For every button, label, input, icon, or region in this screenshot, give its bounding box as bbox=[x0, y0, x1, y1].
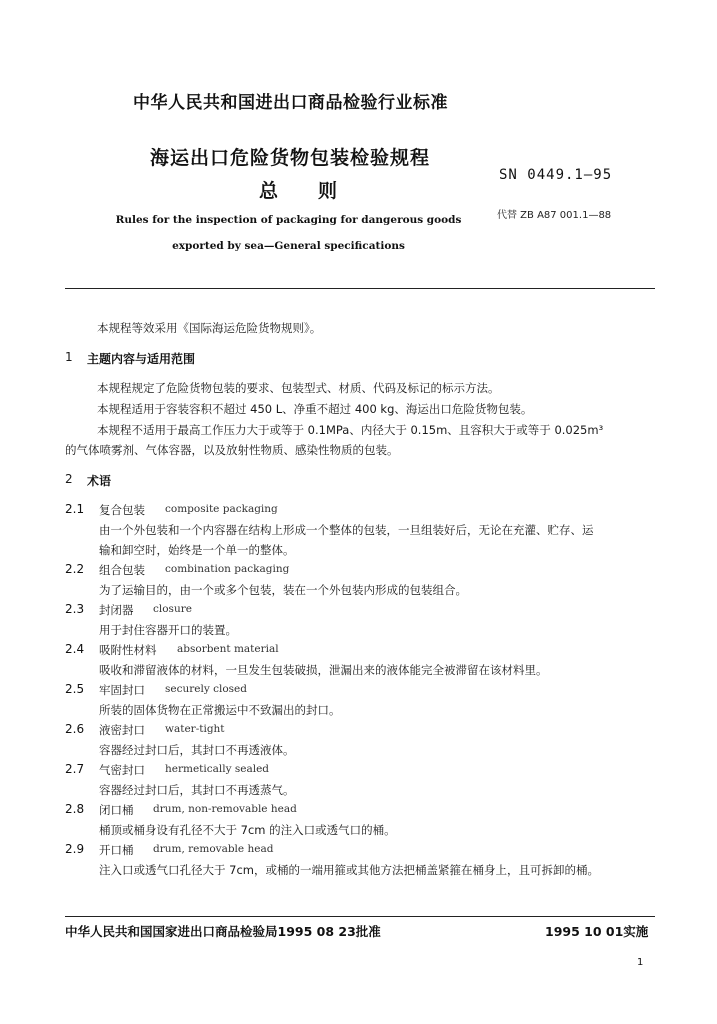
term-chinese: 牢固封口 bbox=[99, 683, 145, 697]
term-chinese: 液密封口 bbox=[99, 723, 145, 737]
section-2-title: 术语 bbox=[87, 474, 112, 488]
term-english: closure bbox=[153, 603, 192, 615]
term-number: 2.7 bbox=[65, 762, 85, 776]
term-number: 2.2 bbox=[65, 562, 85, 576]
header-divider bbox=[65, 288, 655, 289]
term-definition: 用于封住容器开口的装置。 bbox=[99, 623, 237, 637]
term-number: 2.6 bbox=[65, 722, 85, 736]
document-title: 海运出口危险货物包装检验规程 bbox=[150, 147, 431, 169]
term-english: securely closed bbox=[165, 683, 247, 695]
term-english: drum, non-removable head bbox=[153, 803, 297, 815]
term-definition: 容器经过封口后，其封口不再透蒸气。 bbox=[99, 783, 295, 797]
english-title-line-1: Rules for the inspection of packaging for dangerous goods bbox=[115, 214, 462, 226]
term-english: combination packaging bbox=[165, 563, 290, 575]
term-number: 2.3 bbox=[65, 602, 85, 616]
approval-statement: 中华人民共和国国家进出口商品检验局1995 08 23批准 bbox=[65, 924, 381, 939]
term-english: water-tight bbox=[165, 723, 225, 735]
section-1-paragraph: 本规程适用于容装容积不超过 450 L、净重不超过 400 kg、海运出口危险货物包装。 bbox=[97, 402, 533, 416]
section-1-title: 主题内容与适用范围 bbox=[87, 352, 196, 366]
term-chinese: 吸附性材料 bbox=[99, 643, 157, 657]
section-1-paragraph: 本规程不适用于最高工作压力大于或等于 0.1MPa、内径大于 0.15m、且容积大于或等于 0.025m³ bbox=[97, 423, 604, 437]
intro-text: 本规程等效采用《国际海运危险货物规则》。 bbox=[97, 321, 322, 335]
term-definition: 输和卸空时，始终是一个单一的整体。 bbox=[99, 543, 295, 557]
term-number: 2.8 bbox=[65, 802, 85, 816]
term-definition: 为了运输目的，由一个或多个包装，装在一个外包装内形成的包装组合。 bbox=[99, 583, 467, 597]
section-1-paragraph: 本规程规定了危险货物包装的要求、包装型式、材质、代码及标记的标示方法。 bbox=[97, 381, 500, 395]
term-definition: 由一个外包装和一个内容器在结构上形成一个整体的包装，一旦组装好后，无论在充灌、贮存、运 bbox=[99, 523, 594, 537]
term-definition: 容器经过封口后，其封口不再透液体。 bbox=[99, 743, 295, 757]
term-chinese: 闭口桶 bbox=[99, 803, 134, 817]
term-chinese: 复合包装 bbox=[99, 503, 145, 517]
term-english: drum, removable head bbox=[153, 843, 274, 855]
term-number: 2.9 bbox=[65, 842, 85, 856]
term-chinese: 封闭器 bbox=[99, 603, 134, 617]
document-subtitle: 总则 bbox=[259, 180, 378, 202]
term-number: 2.1 bbox=[65, 502, 85, 516]
english-title-line-2: exported by sea—General specifications bbox=[172, 240, 405, 252]
section-1-number: 1 bbox=[65, 350, 73, 364]
issuing-organization: 中华人民共和国进出口商品检验行业标准 bbox=[133, 93, 448, 113]
term-definition: 所装的固体货物在正常搬运中不致漏出的封口。 bbox=[99, 703, 341, 717]
section-1-paragraph-continued: 的气体喷雾剂、气体容器，以及放射性物质、感染性物质的包装。 bbox=[65, 443, 399, 457]
section-2-number: 2 bbox=[65, 472, 73, 486]
term-english: composite packaging bbox=[165, 503, 278, 515]
replaces-standard: 代替 ZB A87 001.1—88 bbox=[497, 210, 612, 221]
term-chinese: 气密封口 bbox=[99, 763, 145, 777]
standard-code: SN 0449.1—95 bbox=[499, 167, 613, 183]
page-number: 1 bbox=[637, 957, 644, 968]
implementation-date: 1995 10 01实施 bbox=[545, 924, 649, 939]
term-chinese: 开口桶 bbox=[99, 843, 134, 857]
footer-divider bbox=[65, 916, 655, 917]
term-number: 2.5 bbox=[65, 682, 85, 696]
term-chinese: 组合包装 bbox=[99, 563, 145, 577]
term-definition: 吸收和滞留液体的材料，一旦发生包装破损，泄漏出来的液体能完全被滞留在该材料里。 bbox=[99, 663, 548, 677]
term-english: hermetically sealed bbox=[165, 763, 270, 775]
term-english: absorbent material bbox=[177, 643, 279, 655]
term-number: 2.4 bbox=[65, 642, 85, 656]
term-definition: 注入口或透气口孔径大于 7cm，或桶的一端用箍或其他方法把桶盖紧箍在桶身上，且可拆卸的桶。 bbox=[99, 863, 599, 877]
term-definition: 桶顶或桶身设有孔径不大于 7cm 的注入口或透气口的桶。 bbox=[99, 823, 396, 837]
